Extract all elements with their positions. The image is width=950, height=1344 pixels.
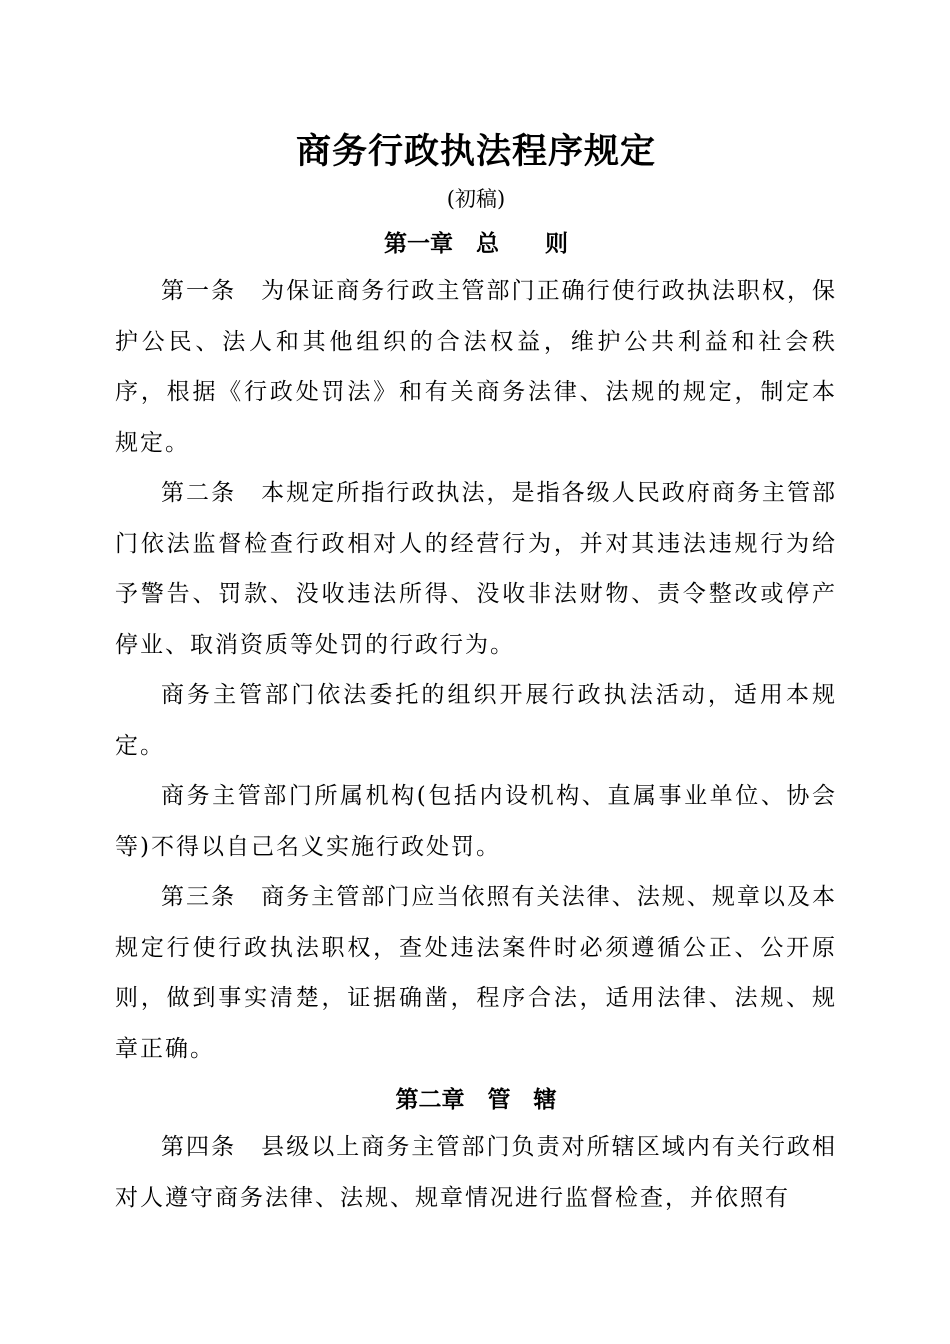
chapter-heading-2: 第二章 管 辖 (395, 1086, 557, 1113)
article-text: 商务主管部门所属机构(包括内设机构、直属事业单位、协会等)不得以自己名义实施行政处罚。 (115, 783, 837, 860)
document-subtitle: (初稿) (446, 187, 506, 211)
article-text: 县级以上商务主管部门负责对所辖区域内有关行政相对人遵守商务法律、法规、规章情况进行监督检查，并依照有 (115, 1134, 838, 1211)
article-text: 商务主管部门依法委托的组织开展行政执法活动，适用本规定。 (115, 682, 837, 759)
article-paragraph (115, 872, 837, 1074)
article-paragraph (115, 1122, 837, 1223)
article-paragraph (115, 468, 837, 670)
chapter-heading-1: 第一章 总 则 (384, 230, 568, 257)
article-text: 本规定所指行政执法，是指各级人民政府商务主管部门依法监督检查行政相对人的经营行为，并对其违法违规行为给予警告、罚款、没收违法所得、没收非法财物、责令整改或停产停业、取消资质等处罚的行政行为。 (115, 480, 838, 658)
article-number: 第四条 (161, 1134, 262, 1160)
article-paragraph (115, 771, 837, 872)
article-text: 为保证商务行政主管部门正确行使行政执法职权，保护公民、法人和其他组织的合法权益，维护公共利益和社会秩序，根据《行政处罚法》和有关商务法律、法规的规定，制定本规定。 (115, 278, 838, 456)
article-number: 第二条 (161, 480, 262, 506)
article-paragraph (115, 670, 837, 771)
document-page (115, 128, 837, 1223)
article-number: 第三条 (161, 884, 262, 910)
article-paragraph (115, 266, 837, 468)
article-text: 商务主管部门应当依照有关法律、法规、规章以及本规定行使行政执法职权，查处违法案件时必须遵循公正、公开原则，做到事实清楚，证据确凿，程序合法，适用法律、法规、规章正确。 (115, 884, 838, 1062)
document-title: 商务行政执法程序规定 (295, 131, 656, 172)
article-number: 第一条 (161, 278, 262, 304)
